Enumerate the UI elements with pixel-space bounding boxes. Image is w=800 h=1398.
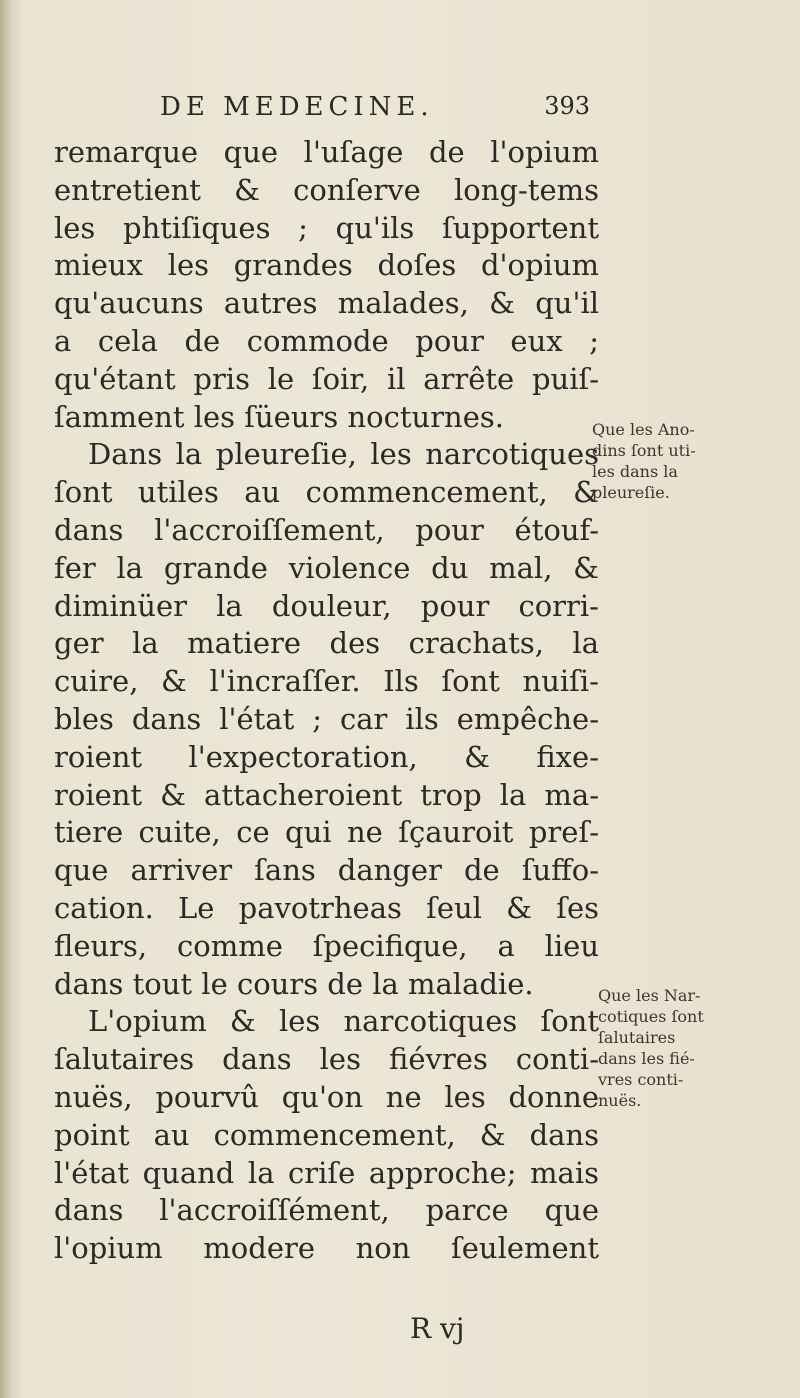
text-line: bles dans l'état ; car ils empêche- bbox=[54, 701, 599, 736]
text-line: roient l'expectoration, & fixe- bbox=[54, 739, 599, 774]
text-line: a cela de commode pour eux ; bbox=[54, 323, 599, 358]
running-head bbox=[160, 88, 590, 134]
margin-note-line: nuës. bbox=[598, 1091, 642, 1110]
margin-note-line: pleureſie. bbox=[592, 483, 670, 502]
text-line: ſont utiles au commencement, & bbox=[54, 475, 599, 510]
margin-note-line: dins ſont uti- bbox=[592, 441, 696, 460]
text-line: qu'étant pris le ſoir, il arrête puiſ- bbox=[54, 361, 599, 396]
text-line: dans tout le cours de la maladie. bbox=[54, 966, 534, 1001]
signature-mark: R vj bbox=[410, 1312, 465, 1345]
page-gutter bbox=[0, 0, 10, 1398]
margin-note-line: cotiques ſont bbox=[598, 1007, 704, 1026]
margin-note-line: dans les fié- bbox=[598, 1049, 695, 1068]
page-number: 393 bbox=[544, 92, 590, 120]
margin-note bbox=[592, 419, 792, 503]
text-line: point au commencement, & dans bbox=[54, 1117, 599, 1152]
text-line: fleurs, comme ſpecifique, a lieu bbox=[54, 928, 599, 963]
text-line: dans l'accroiſſement, pour étouf- bbox=[54, 512, 599, 547]
body-text bbox=[54, 134, 599, 1268]
text-line: mieux les grandes doſes d'opium bbox=[54, 248, 599, 283]
margin-note-line: vres conti- bbox=[598, 1070, 684, 1089]
text-line: L'opium & les narcotiques ſont bbox=[88, 1004, 599, 1039]
text-line: les phtiſiques ; qu'ils ſupportent bbox=[54, 210, 599, 245]
text-line: l'état quand la criſe approche; mais bbox=[54, 1155, 599, 1190]
text-line: l'opium modere non ſeulement bbox=[54, 1231, 599, 1266]
text-line: cuire, & l'incraſſer. Ils ſont nuiſi- bbox=[54, 664, 599, 699]
text-line: cation. Le pavotrheas ſeul & ſes bbox=[54, 890, 599, 925]
text-line: nuës, pourvû qu'on ne les donne bbox=[54, 1079, 599, 1114]
text-line: tiere cuite, ce qui ne ſçauroit preſ- bbox=[54, 815, 599, 850]
text-line: Dans la pleureſie, les narcotiques bbox=[88, 437, 599, 472]
margin-note-line: Que les Ano- bbox=[592, 420, 695, 439]
text-line: ſalutaires dans les fiévres conti- bbox=[54, 1042, 599, 1077]
text-line: qu'aucuns autres malades, & qu'il bbox=[54, 286, 599, 321]
margin-note bbox=[598, 985, 798, 1111]
text-line: remarque que l'uſage de l'opium bbox=[54, 135, 599, 169]
text-line: fer la grande violence du mal, & bbox=[54, 550, 599, 585]
text-line: entretient & conſerve long-tems bbox=[54, 172, 599, 207]
text-line: diminüer la douleur, pour corri- bbox=[54, 588, 599, 623]
text-line: roient & attacheroient trop la ma- bbox=[54, 777, 599, 812]
text-line: que arriver ſans danger de ſuffo- bbox=[54, 853, 599, 888]
margin-note-line: les dans la bbox=[592, 462, 678, 481]
text-line: ſamment les ſüeurs nocturnes. bbox=[54, 399, 504, 434]
margin-note-line: ſalutaires bbox=[598, 1028, 676, 1047]
text-line: ger la matiere des crachats, la bbox=[54, 626, 599, 661]
running-title: DE MEDECINE. bbox=[160, 92, 434, 122]
margin-note-line: Que les Nar- bbox=[598, 986, 701, 1005]
text-line: dans l'accroiſſément, parce que bbox=[54, 1193, 599, 1228]
